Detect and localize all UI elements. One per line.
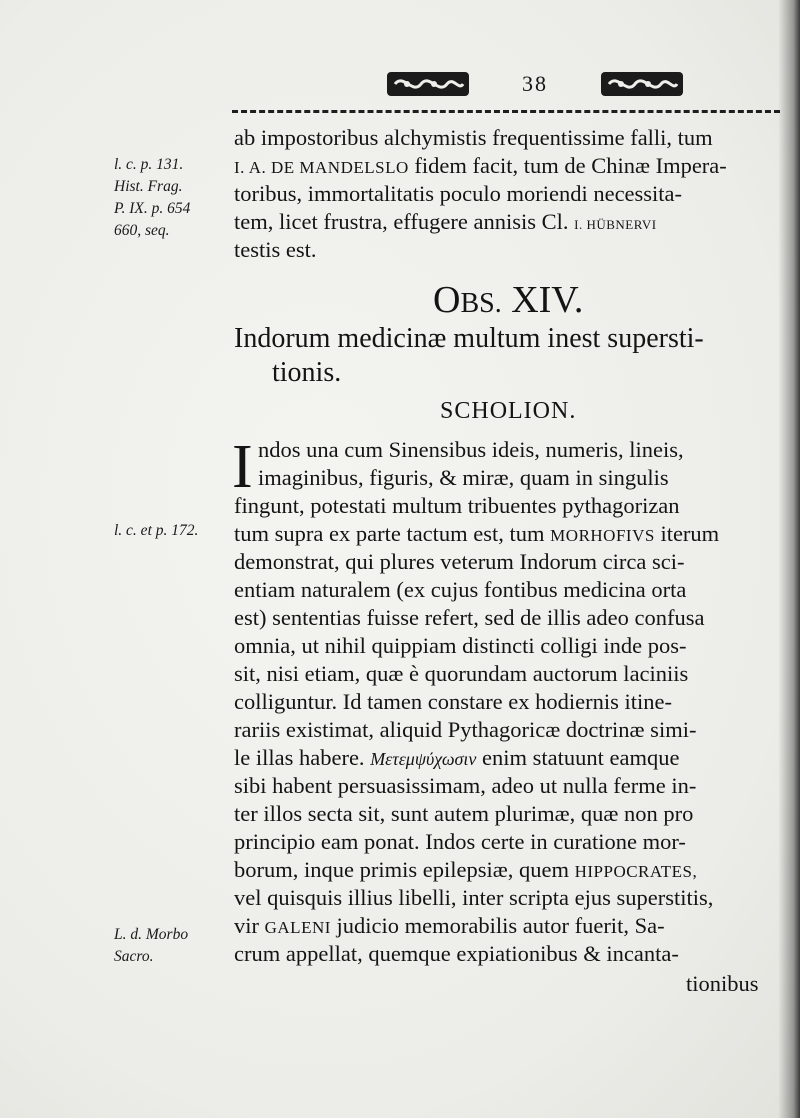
margin-note: 660, seq. (114, 222, 170, 239)
text-line (234, 208, 657, 239)
drop-cap: I (232, 433, 253, 501)
text-line: toribus, immortalitatis poculo moriendi necessita- (234, 181, 683, 206)
text-line: testis est. (234, 237, 317, 262)
text-span: enim statuunt eamque (476, 745, 680, 770)
ornament-right-icon (599, 69, 685, 99)
observation-subtitle: Indorum medicinæ multum inest supersti- (234, 323, 704, 354)
observation-heading (433, 278, 583, 322)
ornament-left-icon (385, 69, 471, 99)
text-span: iterum (654, 521, 720, 546)
author-name: I. HÜBNERVI (574, 217, 657, 232)
text-span: le illas habere. (234, 745, 371, 770)
text-line: omnia, ut nihil quippiam distincti colligi inde pos- (234, 633, 687, 658)
text-line: colliguntur. Id tamen constare ex hodiernis itine- (234, 689, 673, 714)
text-line: ndos una cum Sinensibus ideis, numeris, lineis, (258, 437, 684, 462)
margin-note: Hist. Frag. (114, 178, 183, 195)
heading-small-caps: BS. (460, 288, 502, 319)
author-name: I. A. DE MANDELSLO (234, 158, 409, 177)
text-line: demonstrat, qui plures veterum Indorum circa sci- (234, 549, 685, 574)
text-span: fidem facit, tum de Chinæ Impera- (408, 153, 727, 178)
running-header (385, 62, 685, 106)
text-line: crum appellat, quemque expiationibus & incanta- (234, 941, 679, 966)
text-span: tem, licet frustra, effugere annisis Cl. (234, 209, 575, 234)
header-rule (232, 110, 780, 117)
text-line: sibi habent persuasissimam, adeo ut nulla ferme in- (234, 773, 697, 798)
margin-note: P. IX. p. 654 (114, 200, 191, 217)
text-span: judicio memorabilis autor fuerit, Sa- (330, 913, 665, 938)
text-span: borum, inque primis epilepsiæ, quem (234, 857, 575, 882)
text-line (234, 152, 727, 182)
author-name: MORHOFIVS (550, 526, 655, 545)
text-line: principio eam ponat. Indos certe in curatione mor- (234, 829, 686, 854)
observation-subtitle: tionis. (272, 357, 342, 388)
author-name: GALENI (264, 918, 331, 937)
text-line: vel quisquis illius libelli, inter scripta ejus superstitis, (234, 885, 714, 910)
margin-note: L. d. Morbo (114, 926, 189, 943)
catchword: tionibus (686, 971, 759, 996)
greek-word: Μετεμψύχωσιν (370, 749, 477, 769)
text-line: rariis existimat, aliquid Pythagoricæ doctrinæ simi- (234, 717, 697, 742)
text-line: fingunt, potestati multum tribuentes pythagorizan (234, 493, 680, 518)
text-line (234, 912, 665, 942)
heading-initial: O (433, 279, 461, 321)
page-number: 38 (522, 71, 548, 96)
text-line: ter illos secta sit, sunt autem plurimæ, quæ non pro (234, 801, 694, 826)
scholion-heading: SCHOLION. (440, 398, 577, 424)
margin-note: l. c. et p. 172. (114, 522, 199, 539)
text-line: entiam naturalem (ex cujus fontibus medicina orta (234, 577, 687, 602)
text-span: tum supra ex parte tactum est, tum (234, 521, 551, 546)
text-line (234, 856, 697, 886)
text-line: sit, nisi etiam, quæ è quorundam auctorum laciniis (234, 661, 689, 686)
text-span: vir (234, 913, 265, 938)
margin-note: l. c. p. 131. (114, 156, 184, 173)
text-line (234, 744, 679, 773)
text-line (234, 520, 719, 550)
margin-note: Sacro. (114, 948, 154, 965)
heading-number: XIV. (501, 279, 584, 321)
page-gutter-shadow (778, 0, 800, 1118)
text-line: imaginibus, figuris, & miræ, quam in singulis (258, 465, 669, 490)
text-line: ab impostoribus alchymistis frequentissime falli, tum (234, 125, 713, 150)
author-name: HIPPOCRATES, (574, 862, 698, 881)
text-line: est) sententias fuisse refert, sed de illis adeo confusa (234, 605, 705, 630)
